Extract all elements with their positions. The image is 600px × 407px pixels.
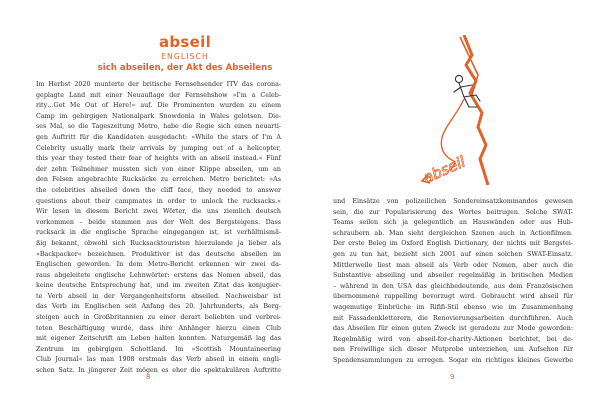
text-line: mit Fassadenkletterern, die Renovierungsarbeiten durchführen. Auch [333,314,573,322]
entry-definition: sich abseilen, der Akt des Abseilens [97,63,273,73]
text-line: te Verb abseil in der Vergangenheitsform abseiled. Nachweisbar ist [36,292,281,300]
text-line: geplagte Land mit einer Neuauflage der Fernsehshow »I'm a Celeb- [36,91,281,99]
text-line: Club Journal« las man 1908 erstmals das Verb abseil in einem engli- [36,356,281,364]
text-line: der zehn Teilnehmer mussten sich von einer Klippe abseilen, um an [36,165,281,173]
text-line: schen Satz. In jüngerer Zeit mögen es eher die spektakulären Auftritte [36,367,281,375]
text-line: rity…Get Me Out of Here!« auf. Die Prominenten wurden zu einem [36,102,281,110]
text-line: sein, die zur Popularisierung des Wortes beitrugen. Solche SWAT- [333,208,573,216]
text-line: Regelmäßig wird von abseil-for-charity-Aktionen berichtet, bei de- [333,335,573,343]
right-page [300,0,600,407]
text-line: Celebrity usually mark their arrivals by jumping out of a helicopter, [36,144,281,152]
text-line: gen Auftritt für die Kandidaten ausgedacht: »While the stars of I'm A [36,133,281,141]
text-line: den Felsen angebrachte Rucksäcke zu erreichen. Metro berichtet: »As [36,176,281,184]
page-number-left: 8 [146,373,151,381]
text-line: übernommene rappelling bevorzugt wird. Gebraucht wird abseil für [333,293,573,301]
text-line: ses Mal, so die Tageszeitung Metro, habe die Regie sich einen neuarti- [36,123,281,131]
abseiling-climber-illustration [420,35,510,195]
text-line: Mittlerweile liest man abseil als Verb oder Nomen, aber auch die [333,261,573,269]
text-line: Englischen geworden. In dem Metro-Bericht erkennen wir zwei da- [36,261,281,269]
right-body-text [333,197,573,367]
text-line: questions about their campmates in order to unlock the rucksacks.« [36,197,281,205]
text-line: Zentrum im gebirgigen Schottland. Im »Scottish Mountaineering [36,345,281,353]
text-line: wagemutige Einbrüche im Rififi-Stil ebenso wie im Zusammenhang [333,303,573,311]
cliff-face-icon [464,35,488,185]
text-line: schraubern ab. Man sieht dergleichen Szenen auch in Actionfilmen. [333,229,573,237]
text-line: nen Freiwillige sich dieser Mutprobe unterziehen, um Aufsehen für [333,346,573,354]
text-line: ßig bekannt, obwohl sich Rucksacktouristen hierzulande ja lieber als [36,239,281,247]
text-line: this year they tested their fear of heights with an abseil instead.« Fünf [36,155,281,163]
text-line: Der erste Beleg im Oxford English Dictionary, der nichts mit Bergstei- [333,240,573,248]
text-line: Camp im gebirgigen Nationalpark Snowdonia in Wales gelotsen. Die- [36,112,281,120]
text-line: »Backpacker« bezeichnen. Produktiver ist das deutsche abseilen im [36,250,281,258]
text-line: Wir lesen in diesem Bericht zwei Wörter, die uns ziemlich deutsch [36,208,281,216]
text-line: keine deutsche Entsprechung hat, und im zweiten Zitat das konjugier- [36,282,281,290]
text-line: das Abseilen für einen guten Zweck ist geradezu zur Mode geworden: [333,325,573,333]
entry-headword: abseil [158,33,212,51]
text-line: teten Beschäftigung wurde, dass ihre Anhänger hierzu einen Club [36,324,281,332]
text-line: – während in den USA das gleichbedeutende, aus dem Französischen [333,282,573,290]
illustration-word: abseil [420,152,469,187]
text-line: rucksack in die englische Sprache eingegangen ist, ist verhältnismä- [36,229,281,237]
text-line: und Einsätze von polizeilichen Sondereinsatzkommandos gewesen [333,198,573,205]
text-line: Im Herbst 2020 munterte der britische Fernsehsender ITV das corona- [36,81,281,88]
text-line: das Verb im Englischen seit Anfang des 20. Jahrhunderts, als Berg- [36,303,281,311]
text-line: raus abgeleitete englische Lehnwörter: erstens das Nomen abseil, das [36,271,281,279]
text-line: the celebrities abseiled down the cliff face, they needed to answer [36,186,281,194]
text-line: steigen auch in Großbritannien zu einer derart beliebten und verbrei- [36,314,281,322]
text-line: gen zu tun hat, bezieht sich 2001 auf einen solchen SWAT-Einsatz. [333,250,573,258]
left-body-text [36,80,281,377]
text-line: vorkommen – beide stammen aus der Welt des Bergsteigens. Dass [36,218,281,226]
text-line: Substantive abseiling und abseiler regelmäßig in britischen Medien [333,272,573,280]
entry-language: ENGLISCH [161,52,209,61]
text-line: mit eigener Zeitschrift am Leben halten konnten. Naturgemäß lag das [36,335,281,343]
text-line: Teams seilen sich ja gelegentlich an Hauswänden oder aus Hub- [333,219,573,227]
text-line: Spendensammlungen zu erregen. Sogar ein richtiges kleines Gewerbe [333,356,573,364]
page-number-right: 9 [450,373,455,381]
